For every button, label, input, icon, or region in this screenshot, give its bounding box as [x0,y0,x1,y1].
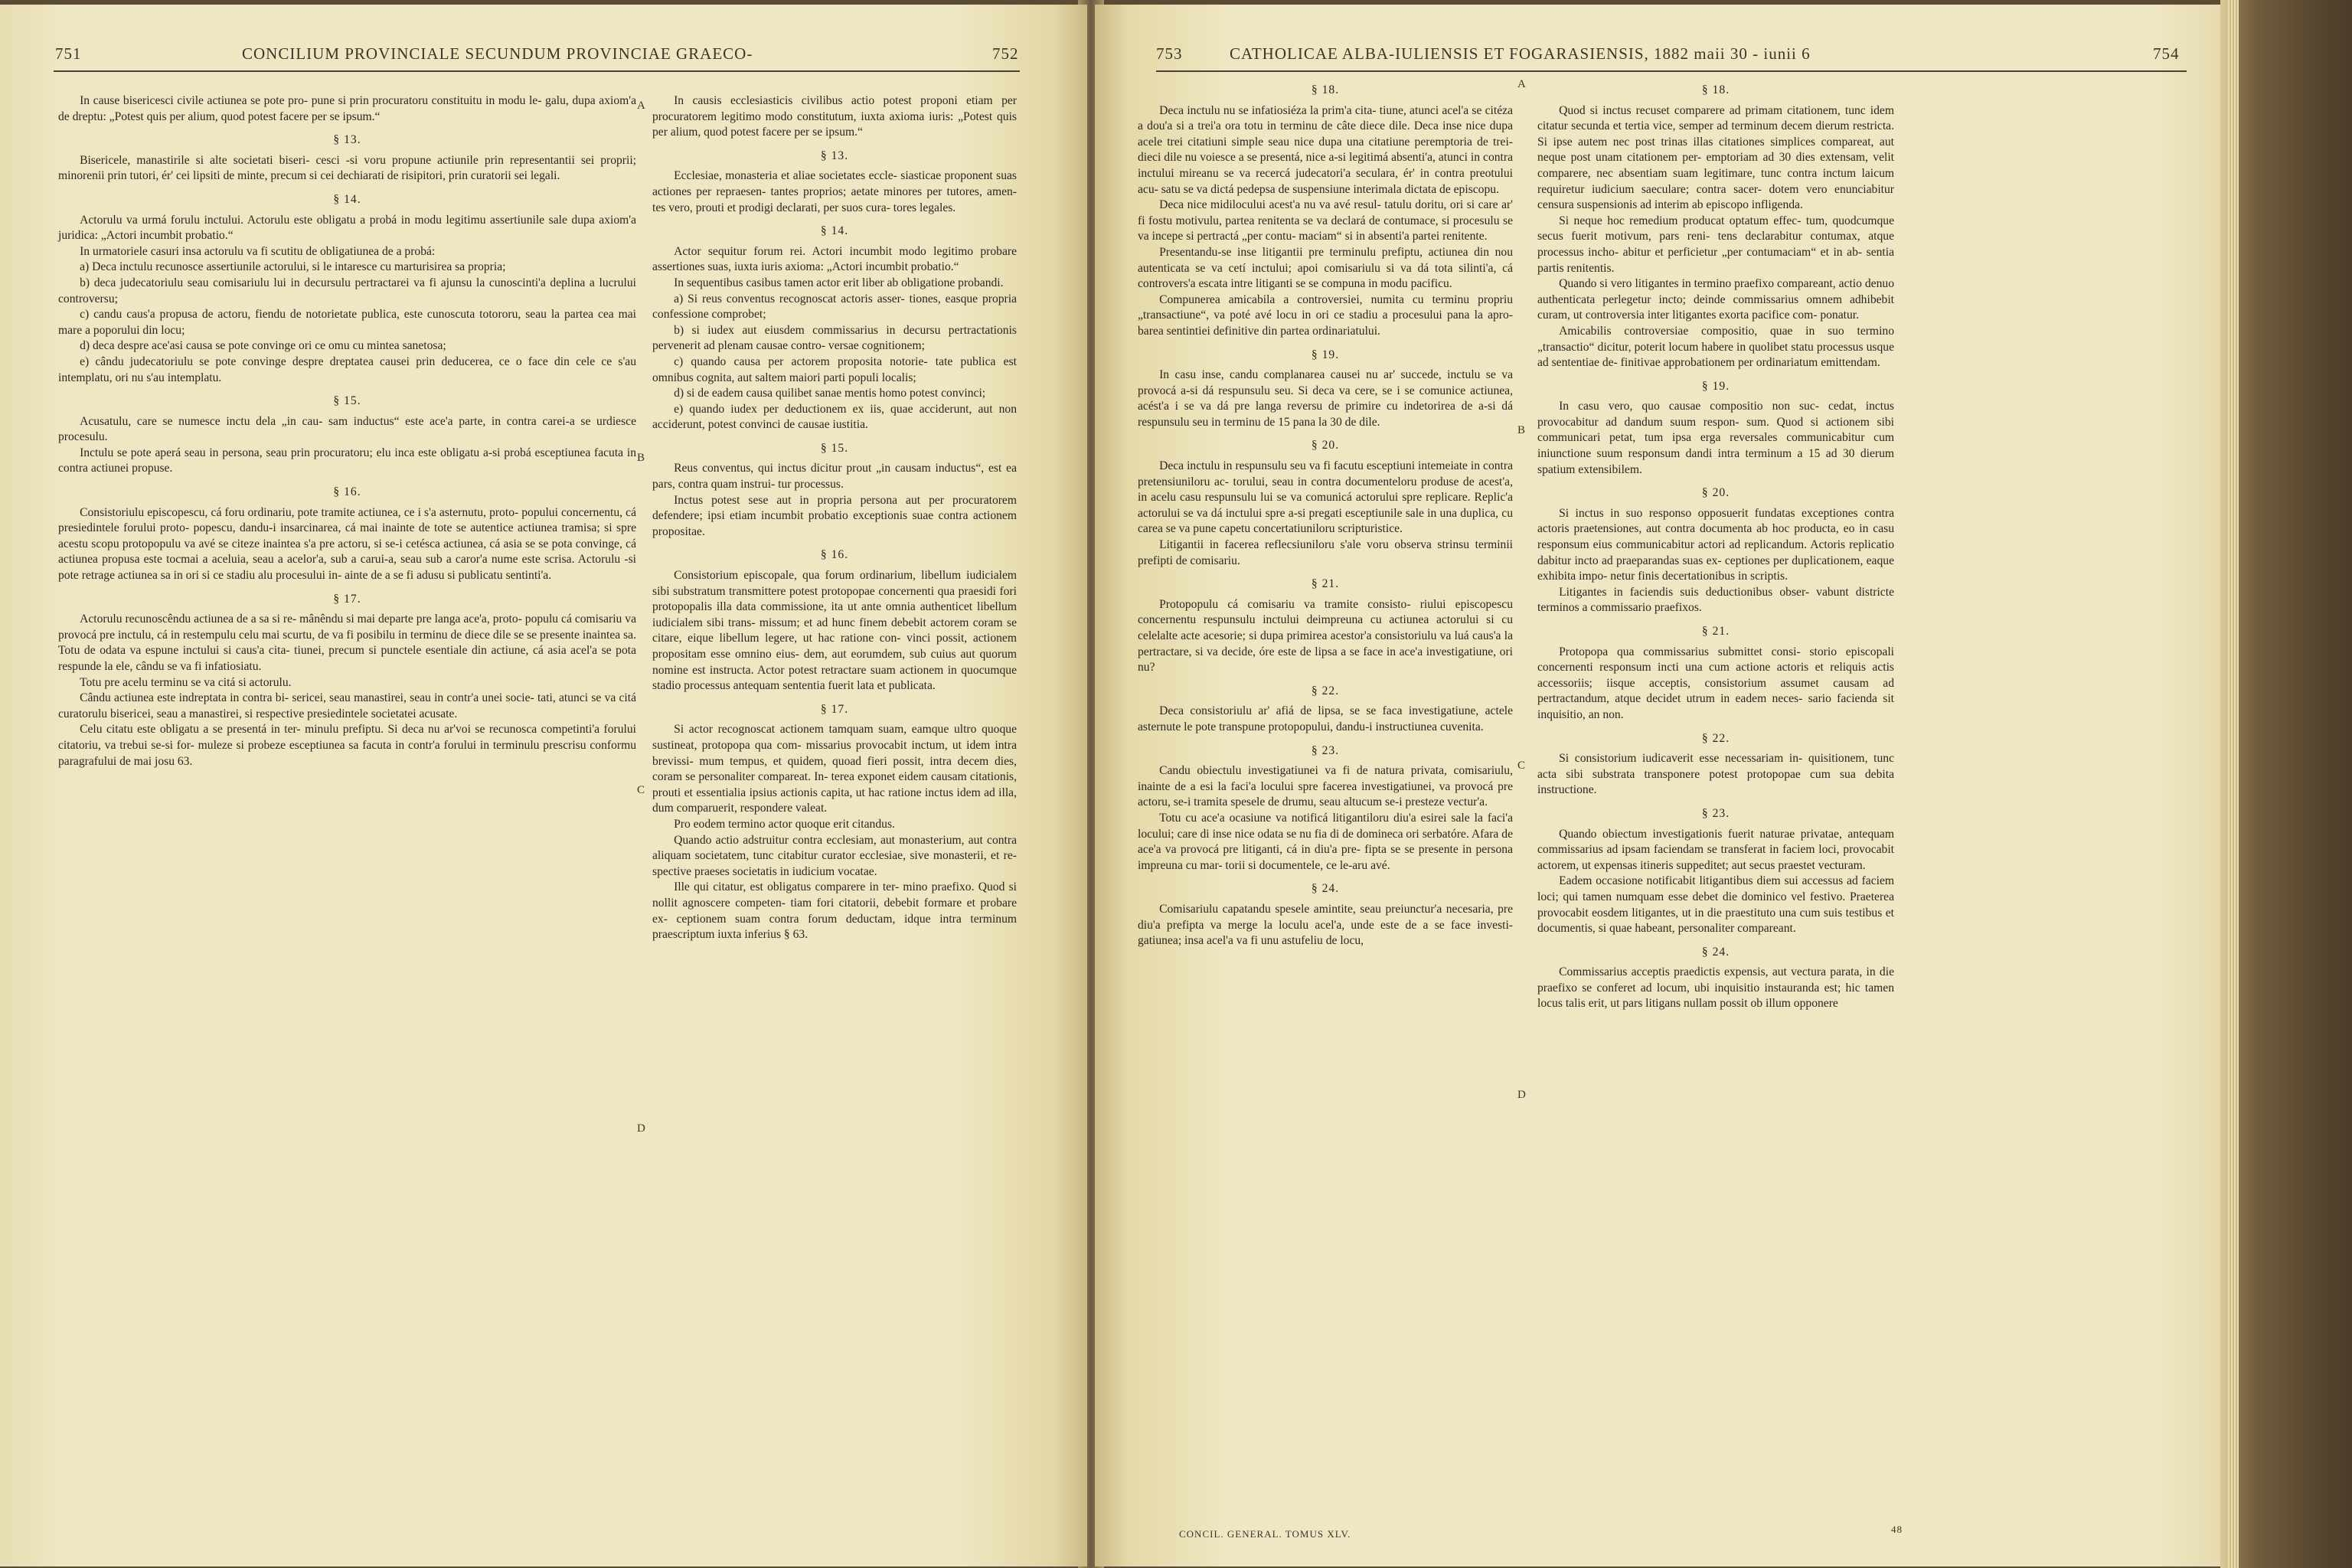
section-heading: § 16. [820,548,849,562]
section-heading: § 21. [1311,577,1340,591]
paragraph: Totu pre acelu terminu se va citá si actorulu. [80,675,292,689]
margin-letter-d: D [637,1122,645,1135]
paragraph: Quando obiectum investigationis fuerit naturae privatae, antequam commissarius ad ipsam faciendam se transferat in faciem loci, provocabit actorem, ut expensas itineris suppeditet; aut secus praestet vecturam. [1537,827,1894,872]
paragraph: Reus conventus, qui inctus dicitur prout „in causam inductus“, est ea pars, contra quam instrui- tur processus. [652,462,1017,492]
book-edge [2220,0,2352,1568]
paragraph: Amicabilis controversiae compositio, quae in suo termino „transactio“ dicitur, poterit locum habere in quolibet statu processus usque ad sententiae de- finitivae approbationem per ordinariatum emittendam. [1537,324,1894,370]
paragraph: Litigantii in facerea reflecsiuniloru s'ale voru observa strinsu terminii prefipti de comisariu. [1138,538,1513,567]
margin-letter-c: C [637,784,645,796]
paragraph: Deca nice midilocului acest'a nu va avé resul- tatulu doritu, ori si care ar' fi fostu motivulu, partea renitenta se va declará de contumace, si procesulu se va incepe si pertractá „per contu- maciam“ si in absenti'a partei renitente. [1138,198,1513,243]
paragraph: Protopopulu cá comisariu va tramite consisto- riului episcopescu concernentu respunsulu inctului deimpreuna cu actiunea actorului si cu celelalte acte acesorie; si dupa primirea acestor'a consistoriulu va luá caus'a la pertractare, si va decide, óre este de lipsa a se face in ace'a investigatiune, ori nu? [1138,597,1513,675]
right-header-rule [1156,70,2187,72]
paragraph: Actorulu recunoscêndu actiunea de a sa si re- mânêndu si mai departe pre langa ace'a, proto- populu cá comisariu va provocá pre inctulu, cá in restempulu celu mai scurtu, de va fi posibilu in terminu de diece dile se se presente inaintea sa. Totu de odata va espune inctului si caus'a cita- tiunei, precum si punctele esentiale din actiune, cá asia acel'a se pota respunde la ele, cându se va fi infatiosiatu. [58,612,636,673]
left-latin-column [652,93,1017,943]
paragraph: Actorulu va urmá forulu inctului. Actorulu este obligatu a probá in modu legitimu assertiunile sale dupa axiom'a juridica: „Actori incumbit probatio.“ [58,213,636,243]
section-heading: § 14. [333,192,361,206]
left-page [0,5,1087,1566]
section-heading: § 18. [1701,83,1730,96]
paragraph: c) candu caus'a propusa de actoru, fiendu de notorietate publica, este cunoscuta totororu, seau la partea cea mai mare a poporului din locu; [58,308,636,337]
section-heading: § 23. [1701,806,1730,820]
paragraph: Acusatulu, care se numesce inctu dela „in cau- sam inductus“ este ace'a parte, in contra carei-a se urdiesce procesulu. [58,414,636,444]
paragraph: d) deca despre ace'asi causa se pote convinge ori ce omu cu mintea sanetosa; [80,339,446,353]
paragraph: Quando si vero litigantes in termino praefixo compareant, actio denuo authenticata perlegetur incto; deinde commissarius omnem adhibebit curam, ut controversia inter litigantes exorta pacifice com- ponatur. [1537,277,1894,322]
section-heading: § 18. [1311,83,1340,96]
paragraph: Deca inctulu nu se infatiosiéza la prim'a cita- tiune, atunci acel'a se citéza a dou'a si a trei'a ora totu in terminu de câte diece dile. Deca inse nice dupa acele trei citatiuni simple seau nice dupa una citatiune peremptoria de trei-dieci dile nu voiesce a se presentá, nice a-si legitimá absenti'a, atunci in contra inctului mireanu se va recercá judecatori'a seculara, ér' in contra preotului acu- satu se va dictá pedepsa de suspensiune interimala dictata de episcopu. [1138,103,1513,196]
section-heading: § 20. [1701,486,1730,500]
right-page [1095,5,2220,1566]
left-running-title: CONCILIUM PROVINCIALE SECUNDUM PROVINCIAE GRAECO- [242,44,753,63]
paragraph: Ecclesiae, monasteria et aliae societates eccle- siasticae proponent suas actiones per repraesen- tantes proprios; aetate minores per tutores, amen- tes vero, prouti et prodigi declarati, per suos cura- tores legales. [652,169,1017,214]
paragraph: Consistorium episcopale, qua forum ordinarium, libellum iudicialem sibi substratum transmittere potest protopopae concernenti qua praesidi fori protopopalis illa data commissione, ita ut ante omnia authenticet libellum iudicialem sibi trans- missum; et ad hunc finem debebit actorem coram se citare, eique libellum legere, ut hac ratione con- vinci possit, actionem propositam esse omnino eius- dem, aut eorumdem, sub cuius aut quorum nomine est instructa. Actor potest retractare suam actionem in quocumque stadio processus antequam sententia fuerit lata et publicata. [652,569,1017,693]
left-page-number-1: 751 [55,44,82,63]
paragraph: Litigantes in faciendis suis deductionibus obser- vabunt districte terminos a commissario praefixos. [1537,585,1894,615]
paragraph: Comisariulu capatandu spesele amintite, seau preiunctur'a necesaria, pre diu'a prefipta va merge la loculu acel'a, unde este de a se face investi- gatiunea; insa acel'a va fi unu astufeliu de locu, [1138,902,1513,948]
page-edges [2228,0,2239,1568]
paragraph: Compunerea amicabila a controversiei, numita cu terminu propriu „transactiune“, va poté avé locu in ori ce stadiu a procesului pana la apro- barea sentintiei definitive din partea ordinariatului. [1138,292,1513,338]
left-romanian-column [58,93,636,769]
paragraph: In cause bisericesci civile actiunea se pote pro- pune si prin procuratoru constituitu in modu le- galu, dupa axiom'a de dreptu: „Potest quis per alium, quod potest facere per se ipsum.“ [58,94,636,123]
paragraph: Commissarius acceptis praedictis expensis, aut vectura parata, in die praefixo se conferet ad locum, ubi inquisitio instauranda est; hic tamen locus talis erit, ut pars litigans nullam possit ob illum opponere [1537,965,1894,1011]
footer-signature: 48 [1891,1524,1903,1535]
paragraph: Bisericele, manastirile si alte societati biseri- cesci -si voru propune actiunile prin representantii sei proprii; minorenii prin tutori, ér' cei lipsiti de minte, precum si cei dechiarati de risipitori, prin curatorii sei legali. [58,153,636,183]
paragraph: Deca consistoriulu ar' afiá de lipsa, se se faca investigatiune, actele asternute le pote transpune protopopului, dandu-i instructiunea cuvenita. [1138,704,1513,733]
paragraph: Si actor recognoscat actionem tamquam suam, eamque ultro quoque sustineat, protopopa qua com- missarius provocabit inctum, ut idem intra brevissi- mum tempus, et quidem, quoad fieri possit, intra decem dies, coram se personaliter compareat. In- terea exponet eidem causam citationis, prouti et essentialia ipsius actionis capita, ut hac ratione inctus idem ad illa, dum comparuerit, respondere valeat. [652,723,1017,815]
paragraph: Celu citatu este obligatu a se presentá in ter- minulu prefiptu. Si deca nu ar'voi se recunosca competinti'a forului citatoriu, va trebui se-si for- muleze si probeze esceptiunea sa facuta in contr'a forului in terminulu prescrisu conformu paragrafului de mai josu 63. [58,723,636,768]
margin-letter-c: C [1517,760,1526,772]
paragraph: Quando actio adstruitur contra ecclesiam, aut monasterium, aut contra aliquam societatem, tunc citabitur curator ecclesiae, sive monasterii, et re- spective praeses societatis in iudicium vocatae. [652,833,1017,878]
footer-volume: CONCIL. GENERAL. TOMUS XLV. [1179,1528,1351,1540]
paragraph: Totu cu ace'a ocasiune va notificá litigantiloru diu'a esirei sale la faci'a locului; care di inse nice odata se nu fia di de domineca ori serbatóre. Afara de ace'a va provocá pre litiganti, cá in diu'a pre- fipta se se presente in persona impreuna cu mar- torii si documentele, ce le-aru avé. [1138,811,1513,872]
left-page-number-2: 752 [992,44,1019,63]
right-page-number-2: 754 [2153,44,2180,63]
right-romanian-column [1138,75,1513,949]
right-page-number-1: 753 [1156,44,1183,63]
paragraph: b) deca judecatoriulu seau comisariulu lui in decursulu pertractarei va fi ajunsu la cunoscinti'a deplina a lucrului controversu; [58,276,636,305]
margin-letter-a: A [637,100,645,112]
section-heading: § 13. [333,133,361,147]
paragraph: Candu obiectulu investigatiunei va fi de natura privata, comisariulu, inainte de a esi la faci'a locului spre facerea investigatiunei, va provocá pre actoru, se-i tramita spesele de drumu, seau altucum se-i presteze vectur'a. [1138,764,1513,809]
section-heading: § 20. [1311,439,1340,452]
section-heading: § 24. [1701,945,1730,959]
paragraph: In casu vero, quo causae compositio non suc- cedat, inctus provocabitur ad dandum suum respon- sum. Quod si actionem sibi communicari petat, tum ipsa erga reversales communicabitur cum iniunctione suum responsum dandi intra terminum a 15 ad 30 dierum spatium extensibilem. [1537,400,1894,476]
paragraph: Cându actiunea este indreptata in contra bi- sericei, seau manastirei, seau in contr'a unei socie- tati, atunci se va citá curatorulu bisericei, seau a manastirei, si respective presiedintele societatei acusate. [58,691,636,720]
paragraph: In causis ecclesiasticis civilibus actio potest proponi etiam per procuratorem legitimo modo constitutum, iuxta axioma iuris: „Potest quis per alium, quod potest facere per se ipsum.“ [652,94,1017,139]
paragraph: d) si de eadem causa quilibet sanae mentis homo potest convinci; [674,387,986,400]
paragraph: e) cându judecatoriulu se pote convinge despre dreptatea causei prin deducerea, ce o face din cele ce s'au intemplatu, ori nu s'au intemplatu. [58,354,636,384]
section-heading: § 19. [1311,348,1340,361]
section-heading: § 15. [820,441,849,455]
section-heading: § 14. [820,224,849,238]
paragraph: Consistoriulu episcopescu, cá foru ordinariu, pote tramite actiunea, ce i s'a asternutu, proto- popului concernentu, cá presiedintele forului proto- popescu, dandu-i insarcinarea, cá mai inainte de tote se autentice actiunea tramisa; si spre acestu scopu protopopulu va avé se citeze inaintea s'a pre actoru, si se-i cetésca actiunea, cá asia se se pota convinge, cá actiunea propusa este tocmai a aceluia, seau a acelor'a, sub a carui-a, seau sub a caror'a nume este scrisa. Actorulu -si pote retrage actiunea sa in ori si ce stadiu alu procesului in- ainte de a se fi adusu si publicatu sentinti'a. [58,505,636,583]
paragraph: In sequentibus casibus tamen actor erit liber ab obligatione probandi. [674,276,1004,289]
paragraph: Deca inctulu in respunsulu seu va fi facutu esceptiuni intemeiate in contra pretensiuniloru ac- torului, seau in contra documenteloru produse de acest'a, in acelu casu respunsulu lui se va comunicá actorului spre replicare. Replic'a actorului se va dá inctului spre a-si pregati esceptiunile sale in una duplica, cu carea se va pune capetu concertatiuniloru scripturistice. [1138,459,1513,536]
paragraph: In urmatoriele casuri insa actorulu va fi scutitu de obligatiunea de a probá: [80,244,436,258]
paragraph: b) si iudex aut eiusdem commissarius in decursu pertractationis pervenerit ad plenam causae contro- versae cognitionem; [652,323,1017,353]
paragraph: Si inctus in suo responso opposuerit fundatas exceptiones contra actoris praetensiones, aut contra documenta ab hoc producta, eo in casu responsum eius communicabitur actori ad replicandum. Actoris replicatio dabitur incto ad praeparandas suas ex- ceptiones per duplicationem, eaque exhibita impo- netur finis decertationibus in scriptis. [1537,506,1894,583]
paragraph: Presentandu-se inse litigantii pre terminulu prefiptu, actiunea din nou autenticata se va cetí inctului; apoi comisariulu si va dá tota silinti'a, cá controvers'a escata intre litiganti se se compuna in modu pacificu. [1138,245,1513,291]
margin-letter-b: B [637,452,645,464]
section-heading: § 19. [1701,379,1730,393]
paragraph: Eadem occasione notificabit litigantibus diem sui accessus ad faciem loci; qui tamen numquam esse debet die dominico vel festivo. Praeterea provocabit eosdem litigantes, ut in die praestituto una cum suis testibus et documentis, si quae habeant, personaliter compareant. [1537,874,1894,936]
left-header-rule [54,70,1020,72]
paragraph: Actor sequitur forum rei. Actori incumbit modo legitimo probare assertiones suas, iuxta iuris axioma: „Actori incumbit probatio.“ [652,244,1017,274]
paragraph: Inctulu se pote aperá seau in persona, seau prin procuratoru; elu inca este obligatu a-si probá esceptiunea facuta in contra actiunei propuse. [58,446,636,475]
section-heading: § 16. [333,485,361,499]
paragraph: a) Si reus conventus recognoscat actoris asser- tiones, easque propria confessione comprobet; [652,292,1017,322]
section-heading: § 22. [1701,731,1730,745]
margin-letter-b: B [1517,424,1526,436]
section-heading: § 21. [1701,625,1730,638]
paragraph: e) quando iudex per deductionem ex iis, quae acciderunt, aut non acciderunt, potest convinci de causae iustitia. [652,402,1017,432]
paragraph: a) Deca inctulu recunosce assertiunile actorului, si le intaresce cu marturisirea sa propria; [80,260,506,274]
section-heading: § 24. [1311,882,1340,896]
paragraph: In casu inse, candu complanarea causei nu ar' succede, inctulu se va provocá a-si dá respunsulu seu. Si deca va cere, se i se comunice actiunea, acést'a i se va dá pre langa reversu de primire cu indetorirea de a-si dá respunsulu seu in terminu de 15 pana la 30 de dile. [1138,368,1513,429]
margin-letter-a: A [1517,78,1526,90]
paragraph: Quod si inctus recuset comparere ad primam citationem, tunc idem citatur secunda et tertia vice, semper ad terminum decem dierum restricta. Si ipse autem nec post trinas illas citationes simplices compareat, aut neque post unam citationem per- emptoriam ad 30 dies extensam, velit comparere, nec absentiam suam legitimare, tunc contra inctum laicum requiretur iudicium saeculare; contra sacer- dotem vero enunciabitur censura suspensionis ad interim ab episcopo infligenda. [1537,103,1894,212]
paragraph: Inctus potest sese aut in propria persona aut per procuratorem defendere; ipsi etiam incumbit probatio exceptionis suae contra actionem propositae. [652,493,1017,538]
paragraph: Pro eodem termino actor quoque erit citandus. [674,817,895,831]
margin-letter-d: D [1517,1089,1526,1101]
right-running-title: CATHOLICAE ALBA-IULIENSIS ET FOGARASIENSIS, 1882 maii 30 - iunii 6 [1230,44,1811,63]
right-latin-column [1537,75,1894,1012]
section-heading: § 17. [820,702,849,716]
section-heading: § 13. [820,149,849,162]
paragraph: c) quando causa per actorem proposita notorie- tate publica est omnibus cognita, aut saltem maiori parti populi localis; [652,354,1017,384]
paragraph: Protopopa qua commissarius submittet consi- storio episcopali concernenti responsum incti una cum actione actoris et reliquis actis accessoriis; iisque acceptis, consistorium assumet causam ad pertractandum, atque decidet utrum in eadem neces- sario facienda sit inquisitio, an non. [1537,645,1894,721]
paragraph: Si neque hoc remedium producat optatum effec- tum, quodcumque secus fuerit motivum, pars reni- tens declarabitur contumax, atque processus incho- abitur et perficietur „per contumaciam“ et in ab- sentia partis renitentis. [1537,214,1894,275]
section-heading: § 17. [333,592,361,606]
section-heading: § 22. [1311,684,1340,697]
section-heading: § 23. [1311,743,1340,757]
paragraph: Ille qui citatur, est obligatus comparere in ter- mino praefixo. Quod si nollit agnoscere competen- tiam fori citatorii, debebit formare et probare ex- ceptionem suam contra forum deductam, idque intra terminum praescriptum iuxta inferius § 63. [652,880,1017,942]
paragraph: Si consistorium iudicaverit esse necessariam in- quisitionem, tunc acta sibi substrata transponere potest protopopae cum sua debita instructione. [1537,752,1894,797]
section-heading: § 15. [333,394,361,408]
